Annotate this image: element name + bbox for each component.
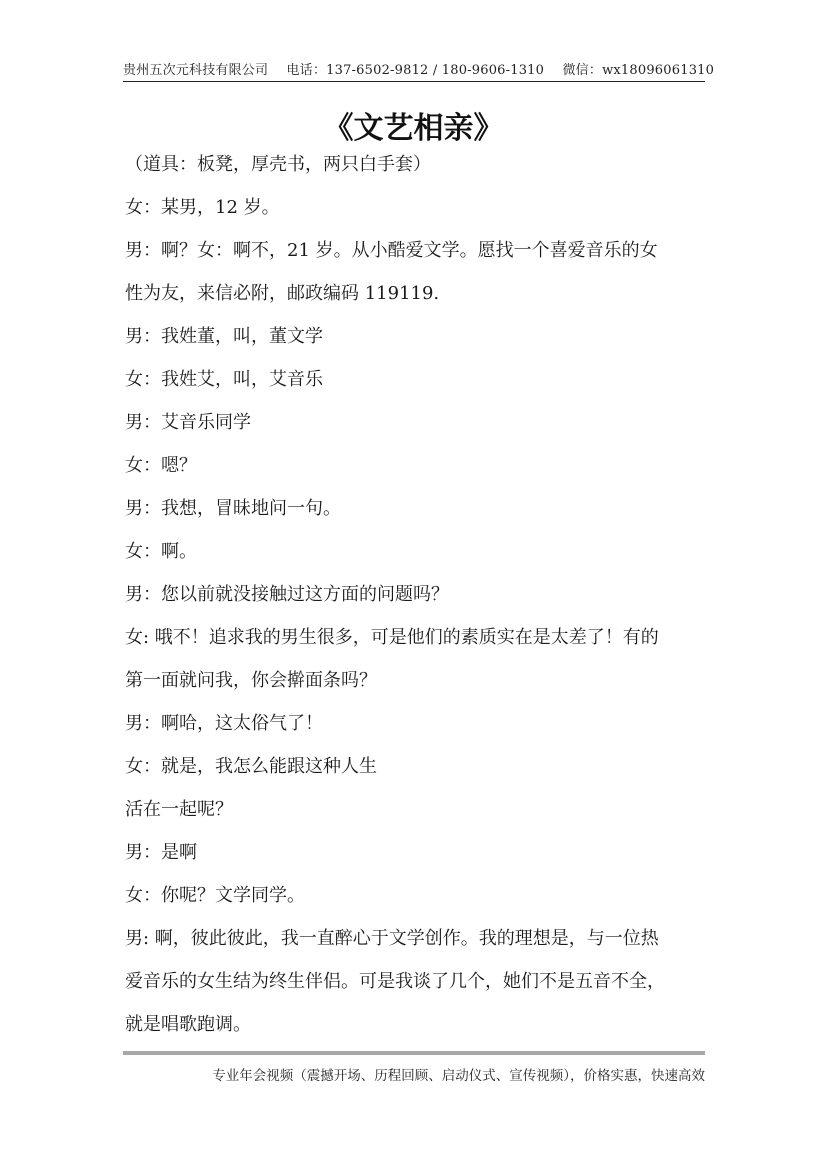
script-line: 男: 啊，彼此彼此，我一直醉心于文学创作。我的理想是，与一位热 [125, 928, 659, 949]
script-line: 女：某男，12 岁。 [125, 197, 280, 218]
script-line: 男：我姓董，叫，董文学 [125, 326, 323, 347]
script-line: 女: 哦不！追求我的男生很多，可是他们的素质实在是太差了！有的 [125, 627, 659, 648]
header-phone: 电话：137-6502-9812 / 180-9606-1310 [286, 63, 545, 78]
script-line: 女：嗯？ [125, 455, 197, 476]
script-line: 女：我姓艾，叫，艾音乐 [125, 369, 323, 390]
document-title: 《文艺相亲》 [323, 111, 504, 146]
script-line: 第一面就问我，你会擀面条吗？ [125, 670, 377, 691]
page-header [123, 59, 715, 82]
script-line: 性为友，来信必附，邮政编码 119119. [125, 283, 440, 304]
script-body [125, 150, 710, 1053]
script-line: 女：你呢？文学同学。 [125, 885, 305, 906]
script-line: 就是唱歌跑调。 [125, 1014, 251, 1035]
script-line: 活在一起呢？ [125, 799, 233, 820]
script-line: 女：啊。 [125, 541, 197, 562]
footer-divider [123, 1051, 705, 1055]
script-line: 男：艾音乐同学 [125, 412, 251, 433]
script-line: 男：啊？女：啊不，21 岁。从小酷爱文学。愿找一个喜爱音乐的女 [125, 240, 658, 261]
footer-text: 专业年会视频（震撼开场、历程回顾、启动仪式、宣传视频），价格实惠，快速高效 [212, 1068, 705, 1084]
script-line: 女：就是，我怎么能跟这种人生 [125, 756, 377, 777]
script-line: 男：您以前就没接触过这方面的问题吗？ [125, 584, 449, 605]
script-line: 男：我想，冒昧地问一句。 [125, 498, 341, 519]
script-line: 男：啊哈，这太俗气了！ [125, 713, 323, 734]
script-line: 男：是啊 [125, 842, 197, 863]
script-line-props: （道具：板凳，厚壳书，两只白手套） [125, 154, 431, 175]
script-line: 爱音乐的女生结为终生伴侣。可是我谈了几个，她们不是五音不全， [125, 971, 665, 992]
header-wechat: 微信：wx18096061310 [562, 63, 715, 78]
header-company: 贵州五次元科技有限公司 [123, 63, 269, 78]
